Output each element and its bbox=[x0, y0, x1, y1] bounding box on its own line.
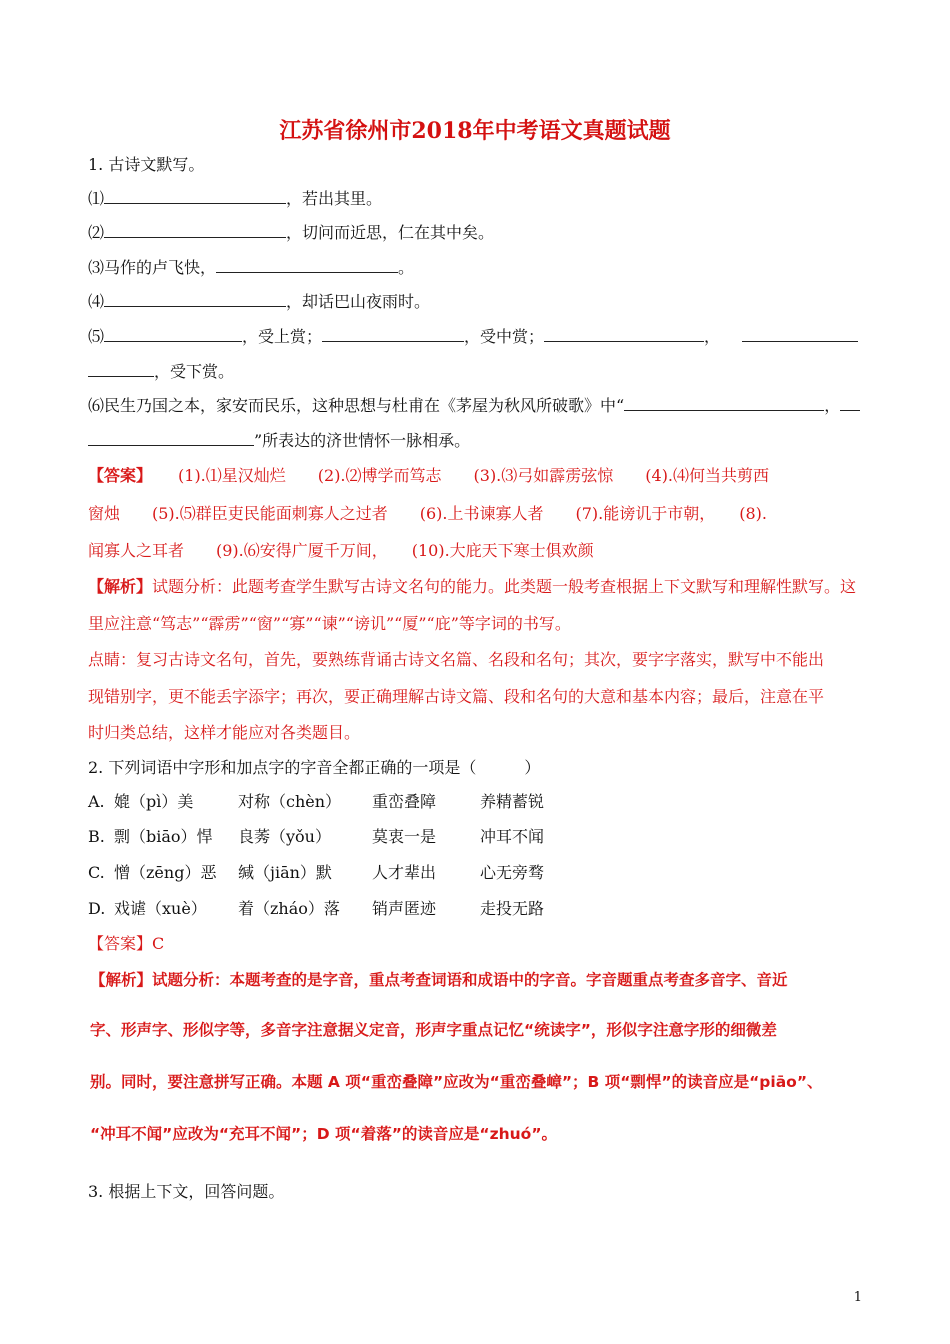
q1-item-4: ⑷ ，却话巴山夜雨时。 bbox=[88, 292, 431, 311]
q3-heading: 3. 根据上下文，回答问题。 bbox=[88, 1182, 285, 1201]
q1-tip-line-3: 时归类总结，这样才能应对各类题目。 bbox=[88, 723, 361, 742]
page-title: 江苏省徐州市2018年中考语文真题试题 bbox=[279, 118, 671, 144]
q1-item-5: ⑸ ，受上赏； ，受中赏； ， bbox=[88, 327, 864, 347]
q2-analysis-line-2: 字、形声字、形似字等，多音字注意据义定音，形声字重点记忆“统读字”，形似字注意字形的细微差 bbox=[90, 1021, 777, 1039]
q1-item-5-cont: ，受下赏。 bbox=[88, 362, 864, 382]
q2-analysis-line-4: “冲耳不闻”应改为“充耳不闻”；D 项“着落”的读音应是“zhuó”。 bbox=[90, 1125, 557, 1143]
q1-tip-line-1: 点睛：复习古诗文名句，首先，要熟练背诵古诗文名篇、名段和名句；其次，要字字落实，默写中不能出 bbox=[88, 650, 825, 669]
q2-option-c[interactable]: C. 憎（zēng）恶 缄（jiān）默 人才辈出 心无旁骛 bbox=[88, 863, 545, 882]
answer-blank[interactable] bbox=[840, 396, 860, 411]
answer-blank[interactable] bbox=[104, 327, 242, 342]
answer-blank[interactable] bbox=[322, 327, 464, 342]
answer-blank[interactable] bbox=[104, 292, 286, 307]
answer-blank[interactable] bbox=[88, 431, 254, 446]
answer-blank[interactable] bbox=[742, 327, 858, 342]
q1-answer-line-2: 窗烛 (5).⑸群臣吏民能面刺寡人之过者 (6).上书谏寡人者 (7).能谤讥于市朝， (8). bbox=[88, 504, 768, 523]
q2-answer: 【答案】C bbox=[88, 934, 165, 953]
q1-analysis-line-2: 里应注意“笃志”“霹雳”“窗”“寡”“谏”“谤讥”“厦”“庇”等字词的书写。 bbox=[88, 614, 571, 633]
answer-blank[interactable] bbox=[624, 396, 824, 411]
q1-item-2: ⑵ ，切问而近思，仁在其中矣。 bbox=[88, 223, 495, 242]
q1-item-1: ⑴ ，若出其里。 bbox=[88, 189, 383, 208]
q1-answer-line-3: 闻寡人之耳者 (9).⑹安得广厦千万间， (10).大庇天下寒士俱欢颜 bbox=[88, 541, 594, 560]
q2-option-b[interactable]: B. 剽（biāo）悍 良莠（yǒu） 莫衷一是 冲耳不闻 bbox=[88, 827, 545, 846]
q1-tip-line-2: 现错别字，更不能丢字添字；再次，要正确理解古诗文篇、段和名句的大意和基本内容；最后，注意在平 bbox=[88, 687, 825, 706]
q1-item-6-cont: ”所表达的济世情怀一脉相承。 bbox=[88, 431, 864, 451]
q1-answer-line-1: 【答案】 (1).⑴星汉灿烂 (2).⑵博学而笃志 (3).⑶弓如霹雳弦惊 (4).⑷何当共剪西 bbox=[88, 466, 770, 485]
answer-blank[interactable] bbox=[88, 362, 154, 377]
q2-option-d[interactable]: D. 戏谑（xuè） 着（zháo）落 销声匿迹 走投无路 bbox=[88, 899, 545, 918]
answer-blank[interactable] bbox=[104, 189, 286, 204]
q2-analysis-line-3: 别。同时，要注意拼写正确。本题 A 项“重峦叠障”应改为“重峦叠嶂”；B 项“剽悍”的读音应是“piāo”、 bbox=[90, 1073, 823, 1091]
answer-blank[interactable] bbox=[104, 223, 286, 238]
q1-item-3: ⑶马作的卢飞快， 。 bbox=[88, 258, 415, 277]
q1-heading: 1. 古诗文默写。 bbox=[88, 155, 205, 174]
answer-blank[interactable] bbox=[544, 327, 704, 342]
q1-item-6: ⑹民生乃国之本，家安而民乐，这种思想与杜甫在《茅屋为秋风所破歌》中“ ， bbox=[88, 396, 864, 416]
q2-option-a[interactable]: A. 媲（pì）美 对称（chèn） 重峦叠障 养精蓄锐 bbox=[88, 792, 545, 811]
page-number: 1 bbox=[853, 1290, 862, 1305]
answer-blank[interactable] bbox=[216, 258, 398, 273]
q2-heading: 2. 下列词语中字形和加点字的字音全都正确的一项是（ ） bbox=[88, 758, 541, 777]
q1-analysis-line-1: 【解析】试题分析：此题考查学生默写古诗文名句的能力。此类题一般考查根据上下文默写和理解性默写。这 bbox=[88, 577, 857, 596]
q2-analysis-line-1: 【解析】试题分析：本题考查的是字音，重点考查词语和成语中的字音。字音题重点考查多音字、音近 bbox=[90, 971, 788, 989]
